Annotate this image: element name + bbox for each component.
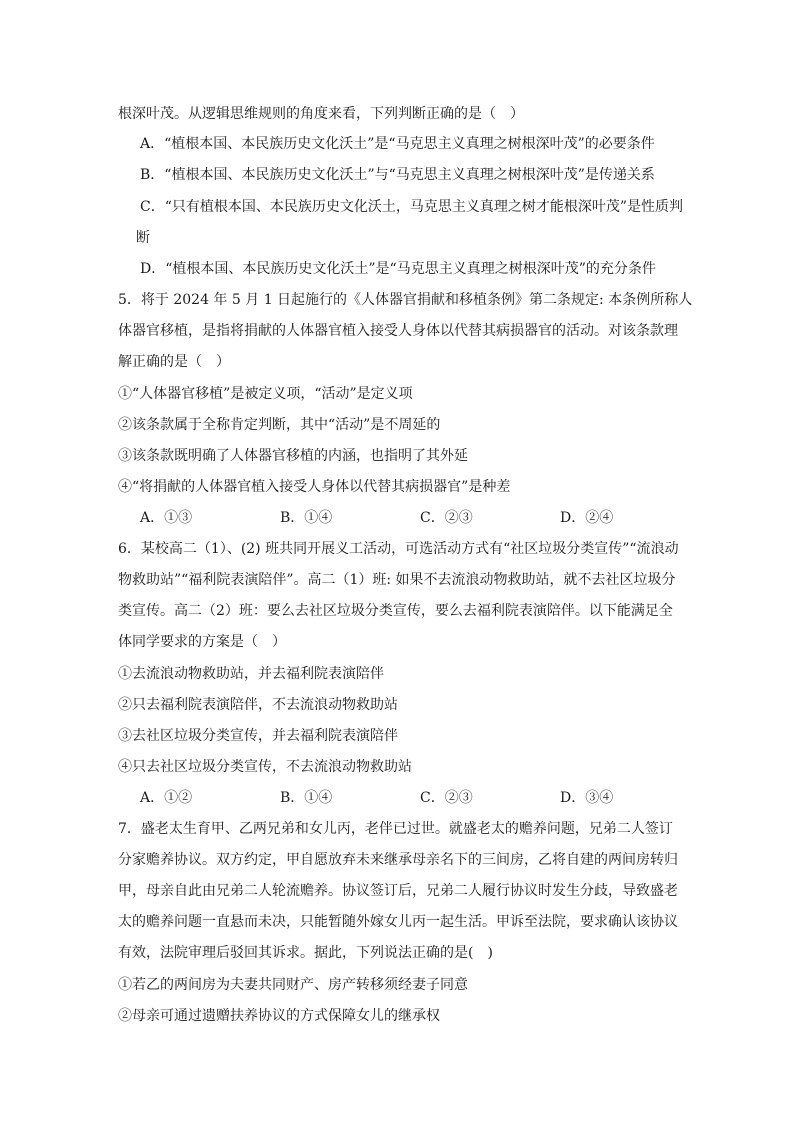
q4-option-d: D．“植根本国、本民族历史文化沃土”是“马克思主义真理之树根深叶茂”的充分条件: [140, 261, 656, 277]
q5-options: [140, 508, 700, 528]
q6-option-c: C．②③: [420, 790, 473, 806]
q7-statement-2: ②母亲可通过遗赠扶养协议的方式保障女儿的继承权: [118, 1008, 440, 1024]
q4-option-c-cont: 断: [136, 230, 150, 246]
q5-option-b: B．①④: [280, 510, 333, 526]
q5-option-c: C．②③: [420, 510, 473, 526]
q4-option-c: C．“只有植根本国、本民族历史文化沃土，马克思主义真理之树才能根深叶茂”是性质判: [140, 199, 684, 215]
q5-option-a: A．①③: [140, 510, 193, 526]
q6-statement-2: ②只去福利院表演陪伴，不去流浪动物救助站: [118, 697, 398, 713]
q4-option-a: A．“植根本国、本民族历史文化沃土”是“马克思主义真理之树根深叶茂”的必要条件: [140, 136, 655, 152]
q6-statement-1: ①去流浪动物救助站，并去福利院表演陪伴: [118, 666, 384, 682]
q5-statement-3: ③该条款既明确了人体器官移植的内涵，也指明了其外延: [118, 448, 468, 464]
q4-stem-tail: 根深叶茂。从逻辑思维规则的角度来看，下列判断正确的是（ ）: [118, 106, 524, 122]
q5-stem-line-2: 体器官移植，是指将捐献的人体器官植入接受人身体以代替其病损器官的活动。对该条款理: [118, 323, 678, 339]
q6-stem-line-1: 6．某校高二（1）、(2) 班共同开展义工活动，可选活动方式有“社区垃圾分类宣传”“流浪动: [118, 541, 679, 557]
q4-option-b: B．“植根本国、本民族历史文化沃土”与“马克思主义真理之树根深叶茂”是传递关系: [140, 167, 655, 183]
q7-stem-line-5: 有效，法院审理后驳回其诉求。据此，下列说法正确的是( ): [118, 945, 493, 961]
q5-statement-4: ④“将捐献的人体器官植入接受人身体以代替其病损器官”是种差: [118, 479, 511, 495]
q7-stem-line-3: 甲，母亲自此由兄弟二人轮流赡养。协议签订后，兄弟二人履行协议时发生分歧，导致盛老: [118, 883, 678, 899]
q6-option-d: D．③④: [560, 790, 614, 806]
q6-stem-line-3: 类宣传。高二（2）班：要么去社区垃圾分类宣传，要么去福利院表演陪伴。以下能满足全: [118, 603, 673, 619]
q5-statement-1: ①“人体器官移植”是被定义项，“活动”是定义项: [118, 386, 413, 402]
q6-option-a: A．①②: [140, 790, 193, 806]
q7-stem-line-2: 分家赡养协议。双方约定，甲自愿放弃未来继承母亲名下的三间房，乙将自建的两间房转归: [118, 852, 678, 868]
q6-statement-4: ④只去社区垃圾分类宣传，不去流浪动物救助站: [118, 759, 412, 775]
q5-statement-2: ②该条款属于全称肯定判断，其中“活动”是不周延的: [118, 417, 441, 433]
q5-stem-line-1: 5．将于 2024 年 5 月 1 日起施行的《人体器官捐献和移植条例》第二条规定: 本条例所称人: [118, 292, 693, 308]
q6-statement-3: ③去社区垃圾分类宣传，并去福利院表演陪伴: [118, 728, 398, 744]
q6-options: [140, 788, 700, 808]
q5-stem-line-3: 解正确的是（ ）: [118, 354, 230, 370]
q7-stem-line-1: 7．盛老太生育甲、乙两兄弟和女儿丙，老伴已过世。就盛老太的赡养问题，兄弟二人签订: [118, 821, 673, 837]
q6-stem-line-4: 体同学要求的方案是（ ）: [118, 634, 286, 650]
q7-stem-line-4: 太的赡养问题一直悬而未决，只能暂随外嫁女儿丙一起生活。甲诉至法院，要求确认该协议: [118, 914, 678, 930]
q6-stem-line-2: 物救助站”“福利院表演陪伴”。高二（1）班: 如果不去流浪动物救助站，就不去社区垃圾分: [118, 572, 676, 588]
q5-option-d: D．②④: [560, 510, 614, 526]
q7-statement-1: ①若乙的两间房为夫妻共同财产、房产转移须经妻子同意: [118, 977, 468, 993]
q6-option-b: B．①④: [280, 790, 333, 806]
